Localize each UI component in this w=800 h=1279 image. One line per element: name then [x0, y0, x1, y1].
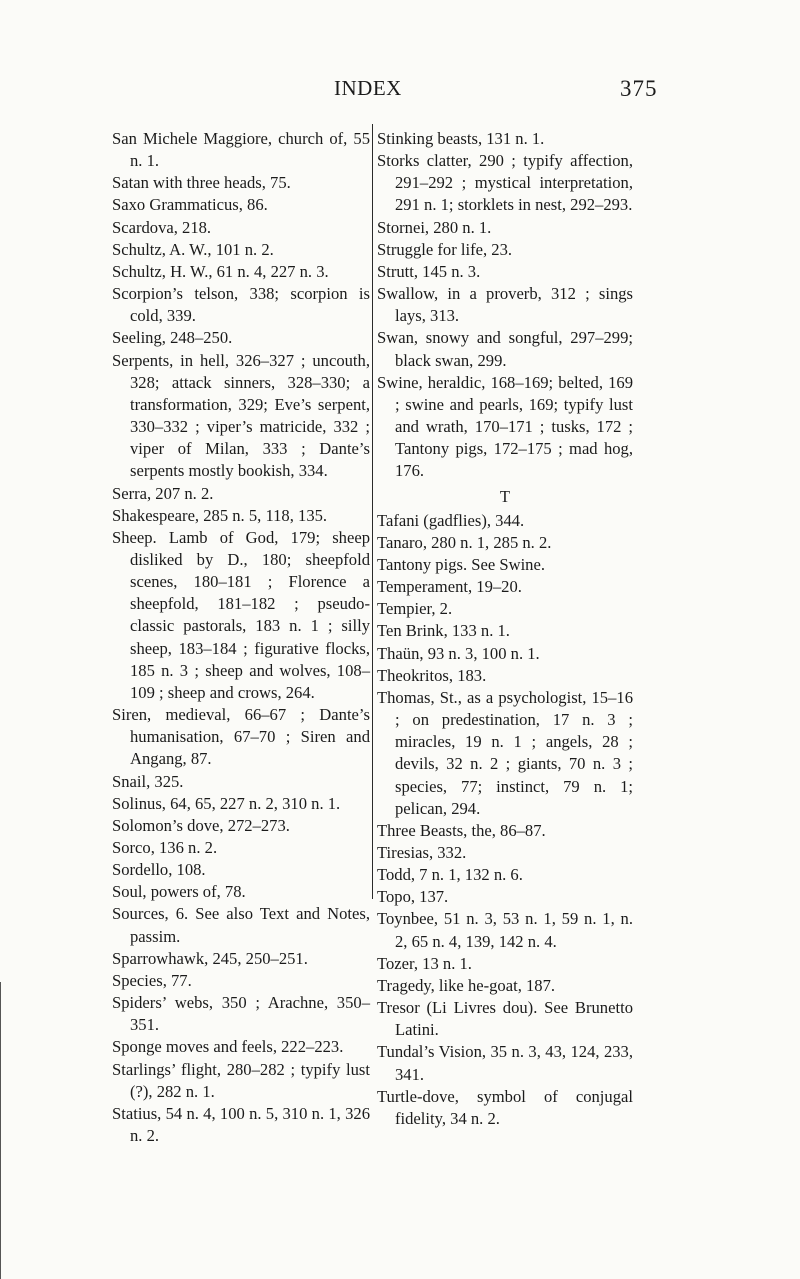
index-entry: Tresor (Li Livres dou). See Brunetto Latini. — [377, 998, 633, 1040]
index-entry: Thaün, 93 n. 3, 100 n. 1. — [377, 643, 540, 663]
index-entry: Sorco, 136 n. 2. — [112, 838, 218, 857]
index-entry: Species, 77. — [112, 970, 192, 990]
index-entry: Sheep. Lamb of God, 179; sheep disliked by D., 180; sheepfold scenes, 180–181 ; Florence a sheepfold, 181–182 ; pseudo-classic pastorals, 183 n. 1 ; silly sheep, 183–184 ; figurative flocks, 185 n. 3 ; sheep and wolves, 108–109 ; sheep and crows, 264. — [112, 527, 370, 702]
index-entry: Strutt, 145 n. 3. — [377, 261, 481, 281]
index-entry: Schultz, A. W., 101 n. 2. — [112, 239, 274, 259]
index-entry: Turtle-dove, symbol of conjugal fidelity, 34 n. 2. — [377, 1086, 633, 1128]
page-edge-mark — [0, 982, 1, 1279]
page-number: 375 — [620, 76, 658, 101]
index-entry: Tiresias, 332. — [377, 843, 467, 862]
index-entry: Swine, heraldic, 168–169; belted, 169 ; swine and pearls, 169; typify lust and wrath, 170–171 ; tusks, 172 ; Tantony pigs, 172–175 ; mad hog, 176. — [377, 372, 633, 481]
index-entry: Struggle for life, 23. — [377, 239, 513, 259]
index-entry: Swan, snowy and songful, 297–299; black swan, 299. — [377, 328, 633, 370]
index-entry: Solomon’s dove, 272–273. — [112, 815, 290, 835]
column-divider — [372, 124, 373, 899]
index-entry: Thomas, St., as a psychologist, 15–16 ; on predestination, 17 n. 3 ; miracles, 19 n. 1 ; angels, 28 ; devils, 32 n. 2 ; giants, 70 n. 3 ; species, 77; instinct, 79 n. 1; pelican, 294. — [377, 687, 633, 818]
index-entry: Tantony pigs. See Swine. — [377, 554, 545, 574]
index-entry: Siren, medieval, 66–67 ; Dante’s humanisation, 67–70 ; Siren and Angang, 87. — [112, 705, 370, 769]
index-entry: Scardova, 218. — [112, 217, 212, 237]
index-entry: Scorpion’s telson, 338; scorpion is cold, 339. — [112, 284, 370, 326]
index-entry: Tundal’s Vision, 35 n. 3, 43, 124, 233, 341. — [377, 1042, 633, 1084]
index-entry: Theokritos, 183. — [377, 665, 487, 685]
index-entry: Storks clatter, 290 ; typify affection, 291–292 ; mystical interpretation, 291 n. 1; storklets in nest, 292–293. — [377, 151, 633, 215]
index-entry: Soul, powers of, 78. — [112, 882, 246, 902]
index-entry: Topo, 137. — [377, 887, 449, 907]
page-header — [0, 76, 800, 106]
index-entry: Satan with three heads, 75. — [112, 173, 291, 193]
index-entry: Starlings’ flight, 280–282 ; typify lust (?), 282 n. 1. — [112, 1059, 370, 1101]
index-entry: Saxo Grammaticus, 86. — [112, 195, 268, 215]
index-column-left — [112, 128, 370, 1147]
index-entry: Todd, 7 n. 1, 132 n. 6. — [377, 865, 523, 885]
index-entry: Tafani (gadflies), 344. — [377, 510, 525, 530]
index-entry: Ten Brink, 133 n. 1. — [377, 621, 510, 641]
index-entry: Spiders’ webs, 350 ; Arachne, 350–351. — [112, 993, 370, 1035]
index-entry: Sordello, 108. — [112, 860, 206, 880]
index-entry: Stinking beasts, 131 n. 1. — [377, 129, 545, 148]
index-column-right — [377, 128, 633, 1130]
letter-heading: T — [499, 486, 511, 506]
index-entry: Tanaro, 280 n. 1, 285 n. 2. — [377, 532, 552, 552]
index-entry: Swallow, in a proverb, 312 ; sings lays, 313. — [377, 284, 633, 326]
index-entry: Seeling, 248–250. — [112, 328, 233, 348]
index-entry: Sponge moves and feels, 222–223. — [112, 1037, 344, 1057]
index-entry: San Michele Maggiore, church of, 55 n. 1. — [112, 129, 370, 171]
index-entry: Sources, 6. See also Text and Notes, passim. — [112, 904, 370, 946]
index-entry: Sparrowhawk, 245, 250–251. — [112, 948, 308, 968]
index-entry: Three Beasts, the, 86–87. — [377, 820, 546, 840]
index-entry: Tozer, 13 n. 1. — [377, 953, 472, 973]
running-head-title: INDEX — [334, 76, 402, 100]
index-entry: Tragedy, like he-goat, 187. — [377, 975, 556, 995]
index-entry: Snail, 325. — [112, 771, 184, 791]
index-entry: Toynbee, 51 n. 3, 53 n. 1, 59 n. 1, n. 2, 65 n. 4, 139, 142 n. 4. — [377, 909, 633, 951]
index-entry: Serpents, in hell, 326–327 ; uncouth, 328; attack sinners, 328–330; a transformation, 329; Eve’s serpent, 330–332 ; viper’s matricide, 332 ; viper of Milan, 333 ; Dante’s serpents mostly bookish, 334. — [112, 350, 370, 481]
index-entry: Tempier, 2. — [377, 599, 453, 619]
index-entry: Stornei, 280 n. 1. — [377, 217, 492, 237]
index-entry: Serra, 207 n. 2. — [112, 483, 214, 503]
index-entry: Shakespeare, 285 n. 5, 118, 135. — [112, 505, 328, 525]
index-entry: Statius, 54 n. 4, 100 n. 5, 310 n. 1, 326 n. 2. — [112, 1103, 370, 1146]
index-entry: Temperament, 19–20. — [377, 577, 522, 597]
index-entry: Schultz, H. W., 61 n. 4, 227 n. 3. — [112, 261, 329, 281]
index-entry: Solinus, 64, 65, 227 n. 2, 310 n. 1. — [112, 793, 341, 813]
